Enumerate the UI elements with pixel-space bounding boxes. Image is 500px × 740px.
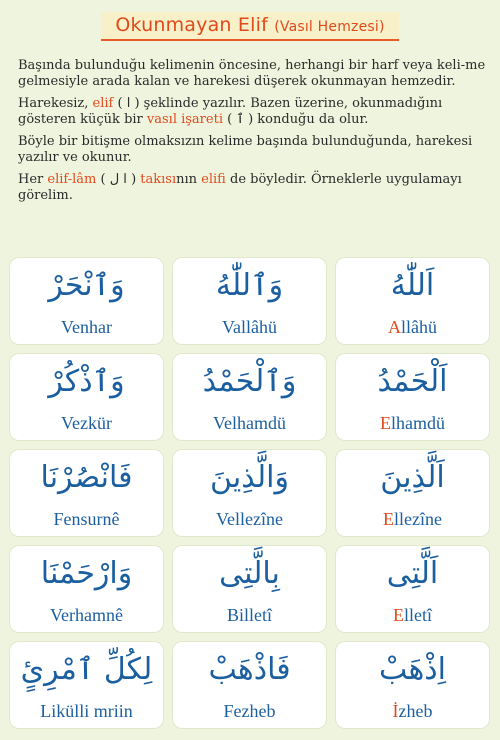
transliteration: Billetî [227, 605, 272, 625]
transliteration: Venhar [61, 317, 112, 337]
example-card [173, 450, 326, 536]
title-sub: (Vasıl Hemzesi) [274, 19, 385, 35]
example-card [336, 450, 489, 536]
arabic-word: اَلَّتِى [386, 556, 439, 591]
p4-elif-highlight: elif [201, 172, 226, 187]
example-card [10, 258, 163, 344]
p4-elif-lam-highlight: elif-lâm [47, 172, 97, 187]
transliteration: Verhamnê [50, 605, 123, 625]
example-card [173, 354, 326, 440]
example-card [10, 354, 163, 440]
p4-text-c: ( ا ل ) [96, 172, 141, 187]
transliteration: Vellezîne [216, 509, 283, 529]
transliteration: Elletî [393, 605, 432, 625]
transliteration: Allâhü [388, 317, 437, 337]
example-card [10, 450, 163, 536]
p2-text-a: Harekesiz, [18, 96, 93, 111]
arabic-word: اَلَّذِينَ [380, 460, 445, 495]
transliteration: Fensurnê [53, 509, 120, 529]
example-grid [10, 258, 490, 728]
arabic-word: وَٱذْكُرْ [48, 364, 125, 399]
p4-text-g: i de böyledir. Örneklerle uygulamayı görelim. [18, 172, 462, 203]
p2-text-c: ( ا ) şeklinde yazılır. Bazen üzerine, okunmadığını gösteren küçük bir [18, 96, 443, 127]
example-card [10, 642, 163, 728]
paragraph-3: Böyle bir bitişme olmaksızın kelime başında bulunduğunda, harekesi yazılır ve okunur. [18, 134, 473, 165]
transliteration: İzheb [392, 701, 433, 721]
transliteration: Elhamdü [380, 413, 445, 433]
paragraph-1: Başında bulunduğu kelimenin öncesine, herhangi bir harf veya keli-me gelmesiyle arada kalan ve harekesi düşerek okunmayan hemzedir. [18, 58, 486, 89]
transliteration: Velhamdü [213, 413, 286, 433]
paragraph-4 [18, 172, 486, 204]
page-title [101, 12, 398, 41]
p4-text-a: Her [18, 172, 48, 187]
transliteration: Fezheb [223, 701, 276, 721]
arabic-word: اِذْهَبْ [379, 652, 446, 687]
p2-text-e: ( ٱ ) konduğu da olur. [222, 112, 369, 127]
example-card [10, 546, 163, 632]
title-main: Okunmayan Elif [115, 14, 268, 36]
transliteration: Vezkür [61, 413, 112, 433]
arabic-word: وَٱللّٰهُ [215, 268, 284, 303]
arabic-word: وَارْحَمْنَا [40, 556, 133, 591]
arabic-word: اَللّٰهُ [390, 268, 435, 303]
arabic-word: وَٱنْحَرْ [48, 268, 125, 303]
transliteration: Ellezîne [383, 509, 442, 529]
arabic-word: فَانْصُرْنَا [40, 460, 133, 495]
arabic-word: لِكُلِّ ٱمْرِئٍ [20, 652, 153, 687]
explanation-text [18, 58, 486, 210]
transliteration: Vallâhü [222, 317, 277, 337]
arabic-word: اَلْحَمْدُ [377, 364, 448, 399]
arabic-word: بِالَّتِى [219, 556, 280, 591]
example-card [336, 354, 489, 440]
example-card [173, 546, 326, 632]
p2-elif-highlight: elif [92, 96, 114, 111]
p4-takisi-highlight: takısı [140, 172, 177, 187]
example-card [336, 546, 489, 632]
p2-vasil-highlight: vasıl işareti [146, 112, 223, 127]
transliteration: Likülli mriin [40, 701, 133, 721]
example-card [173, 258, 326, 344]
arabic-word: فَاذْهَبْ [208, 652, 291, 687]
p4-text-e: nın [176, 172, 202, 187]
paragraph-2 [18, 96, 486, 128]
arabic-word: وَٱلْحَمْدُ [202, 364, 297, 399]
example-card [173, 642, 326, 728]
example-card [336, 258, 489, 344]
title-wrap [0, 12, 500, 41]
example-card [336, 642, 489, 728]
arabic-word: وَالَّذِينَ [210, 460, 289, 495]
